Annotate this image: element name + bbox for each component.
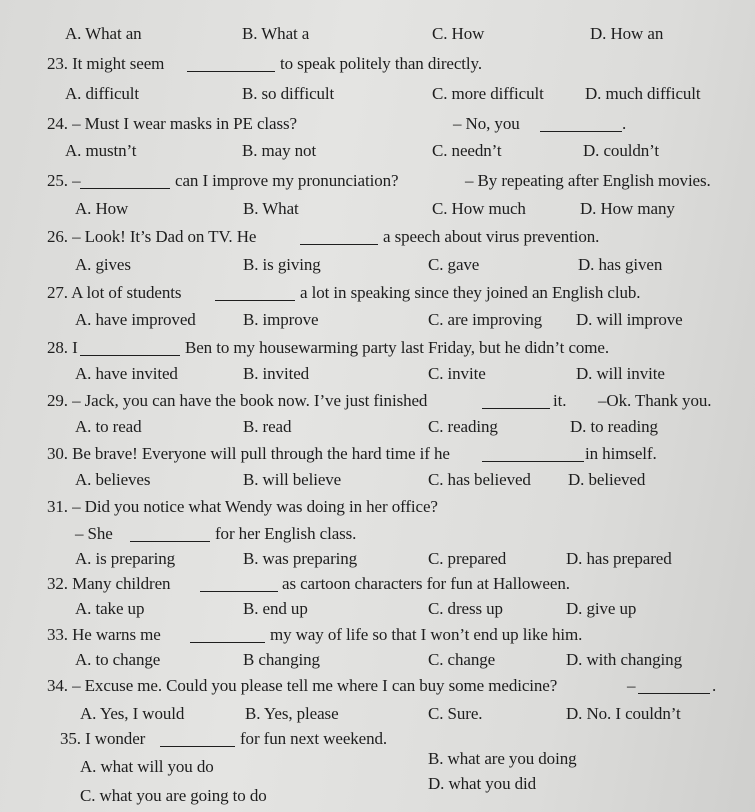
answer-option-b: B. read <box>243 417 292 436</box>
question-stem-text: can I improve my pronunciation? <box>175 171 399 190</box>
answer-option-b: B. What <box>243 199 299 218</box>
answer-option-a: A. what will you do <box>80 757 214 776</box>
question-stem-text: – She <box>75 524 113 543</box>
question-stem-text: it. <box>553 391 567 410</box>
question-stem-text: 29. – Jack, you can have the book now. I’ve just finished <box>47 391 428 410</box>
answer-option-c: C. change <box>428 650 496 669</box>
question-stem-text: my way of life so that I won’t end up like him. <box>270 625 583 644</box>
answer-option-a: A. What an <box>65 24 142 43</box>
answer-option-a: A. gives <box>75 255 131 274</box>
question-stem-text: for fun next weekend. <box>240 729 388 748</box>
answer-option-d: D. much difficult <box>585 84 701 103</box>
question-stem-text: a lot in speaking since they joined an English club. <box>300 283 641 302</box>
answer-option-b: B changing <box>243 650 320 669</box>
question-stem-text: 34. – Excuse me. Could you please tell me where I can buy some medicine? <box>47 676 558 695</box>
answer-option-d: D. with changing <box>566 650 682 669</box>
answer-blank <box>160 746 235 747</box>
question-stem-text: 32. Many children <box>47 574 171 593</box>
question-stem-text: Ben to my housewarming party last Friday, but he didn’t come. <box>185 338 610 357</box>
question-stem-text: –Ok. Thank you. <box>598 391 712 410</box>
answer-option-c: C. invite <box>428 364 486 383</box>
question-stem-text: – No, you <box>453 114 520 133</box>
question-stem-text: in himself. <box>585 444 657 463</box>
question-stem-text: 25. – <box>47 171 81 190</box>
question-stem-text: 35. I wonder <box>60 729 146 748</box>
answer-option-a: A. is preparing <box>75 549 176 568</box>
answer-option-a: A. believes <box>75 470 151 489</box>
answer-option-a: A. Yes, I would <box>80 704 185 723</box>
answer-option-d: D. will improve <box>576 310 683 329</box>
answer-blank <box>638 693 710 694</box>
question-stem-text: 30. Be brave! Everyone will pull through the hard time if he <box>47 444 450 463</box>
question-stem-text: 28. I <box>47 338 78 357</box>
answer-option-c: C. How much <box>432 199 526 218</box>
answer-option-b: B. was preparing <box>243 549 358 568</box>
answer-option-a: A. How <box>75 199 129 218</box>
answer-option-c: C. How <box>432 24 485 43</box>
answer-option-c: C. what you are going to do <box>80 786 267 805</box>
question-stem-text: to speak politely than directly. <box>280 54 483 73</box>
answer-option-a: A. to read <box>75 417 142 436</box>
answer-blank <box>80 188 170 189</box>
answer-option-d: D. has given <box>578 255 663 274</box>
answer-option-d: D. will invite <box>576 364 665 383</box>
answer-option-d: D. has prepared <box>566 549 672 568</box>
answer-option-c: C. gave <box>428 255 480 274</box>
answer-option-d: D. How many <box>580 199 675 218</box>
answer-blank <box>130 541 210 542</box>
answer-blank <box>482 408 550 409</box>
answer-option-d: D. No. I couldn’t <box>566 704 681 723</box>
answer-blank <box>80 355 180 356</box>
answer-option-d: D. couldn’t <box>583 141 660 160</box>
answer-option-a: A. difficult <box>65 84 140 103</box>
answer-option-a: A. take up <box>75 599 145 618</box>
answer-option-c: C. dress up <box>428 599 503 618</box>
answer-option-c: C. more difficult <box>432 84 544 103</box>
answer-option-b: B. may not <box>242 141 317 160</box>
answer-option-d: D. give up <box>566 599 637 618</box>
answer-blank <box>540 131 622 132</box>
answer-blank <box>482 461 584 462</box>
answer-blank <box>200 591 278 592</box>
answer-blank <box>187 71 275 72</box>
answer-option-d: D. to reading <box>570 417 658 436</box>
answer-option-c: C. prepared <box>428 549 507 568</box>
question-stem-text: 27. A lot of students <box>47 283 182 302</box>
answer-option-b: B. will believe <box>243 470 342 489</box>
answer-option-b: B. What a <box>242 24 310 43</box>
question-stem-text: 33. He warns me <box>47 625 161 644</box>
answer-option-c: C. reading <box>428 417 498 436</box>
answer-option-a: A. mustn’t <box>65 141 137 160</box>
question-stem-text: as cartoon characters for fun at Halloween. <box>282 574 570 593</box>
answer-option-b: B. so difficult <box>242 84 335 103</box>
answer-option-c: C. are improving <box>428 310 543 329</box>
answer-option-a: A. have invited <box>75 364 178 383</box>
question-stem-text: for her English class. <box>215 524 357 543</box>
question-stem-text: 24. – Must I wear masks in PE class? <box>47 114 297 133</box>
question-stem-text: 23. It might seem <box>47 54 165 73</box>
answer-option-d: D. what you did <box>428 774 537 793</box>
answer-option-d: D. believed <box>568 470 646 489</box>
answer-option-c: C. needn’t <box>432 141 502 160</box>
answer-option-d: D. How an <box>590 24 664 43</box>
answer-option-b: B. what are you doing <box>428 749 577 768</box>
answer-blank <box>215 300 295 301</box>
answer-blank <box>190 642 265 643</box>
question-stem-text: – <box>627 676 636 695</box>
answer-option-b: B. Yes, please <box>245 704 339 723</box>
question-stem-text: a speech about virus prevention. <box>383 227 600 246</box>
question-stem-text: 26. – Look! It’s Dad on TV. He <box>47 227 257 246</box>
answer-option-c: C. has believed <box>428 470 531 489</box>
answer-option-b: B. end up <box>243 599 308 618</box>
answer-option-b: B. improve <box>243 310 319 329</box>
question-stem-text: . <box>622 114 627 133</box>
answer-option-c: C. Sure. <box>428 704 483 723</box>
question-stem-text: – By repeating after English movies. <box>465 171 711 190</box>
question-stem-text: 31. – Did you notice what Wendy was doing in her office? <box>47 497 438 516</box>
answer-option-b: B. invited <box>243 364 310 383</box>
answer-option-a: A. have improved <box>75 310 196 329</box>
question-stem-text: . <box>712 676 717 695</box>
answer-option-b: B. is giving <box>243 255 321 274</box>
answer-blank <box>300 244 378 245</box>
answer-option-a: A. to change <box>75 650 161 669</box>
